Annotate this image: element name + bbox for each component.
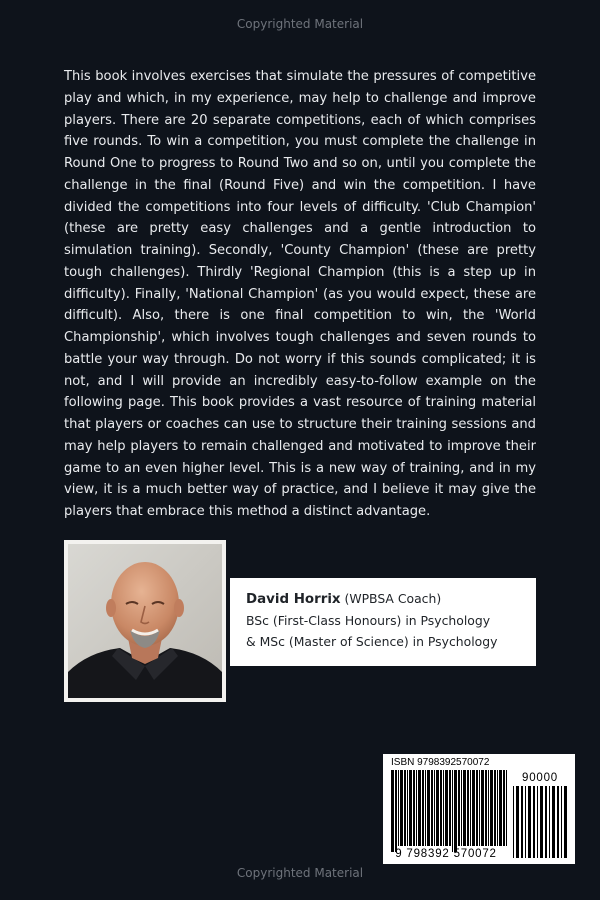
barcode-bar (434, 770, 435, 846)
author-portrait-illustration (68, 544, 222, 698)
barcode-bar (454, 770, 457, 852)
barcode-bar (458, 770, 460, 846)
barcode-bar (472, 770, 475, 846)
ean13-bars (391, 770, 507, 852)
barcode-bar (404, 770, 406, 846)
barcode-bar (540, 786, 543, 858)
barcode-bar (400, 770, 403, 846)
barcode-bar (479, 770, 480, 846)
barcode-bar (557, 786, 559, 858)
barcode-bar (545, 786, 547, 858)
author-info-box (230, 578, 536, 666)
isbn-label: ISBN 9798392570072 (391, 757, 490, 768)
copyright-watermark-bottom: Copyrighted Material (236, 866, 364, 880)
barcode-bar (506, 770, 507, 846)
author-name: David Horrix (246, 592, 341, 607)
barcode-bar (485, 770, 487, 846)
book-description: This book involves exercises that simulate the pressures of competitive play and which, in my experience, may help to challenge and improve players. There are 20 separate competitions, each of which comprises five rounds. To win a competition, you must complete the challenge in Round One to progress to Round Two and so on, until you complete the challenge in the final (Round Five) and win the competition. I have divided the competitions into four levels of difficulty. 'Club Champion' (these are pretty easy challenges and a gentle introduction to simulation training). Secondly, 'County Champion' (these are pretty tough challenges). Thirdly 'Regional Champion (this is a step up in difficulty). Finally, 'National Champion' (as you would expect, these are difficult). Also, there is one final competition to win, the 'World Championship', which involves tough challenges and seven rounds to battle your way through. Do not worry if this sounds complicated; it is not, and I will provide an incredibly easy-to-follow example on the following page. This book provides a vast resource of training material that players or coaches can use to structure their training sessions and may help players to remain challenged and motivated to improve their game to an even higher level. This is a new way of training, and in my view, it is a much better way of practice, and I believe it may give the players that embrace this method a distinct advantage. (64, 69, 536, 519)
author-photo (64, 540, 226, 702)
barcode-bar (521, 786, 523, 858)
barcode-bar (552, 786, 555, 858)
barcode-bar (503, 770, 505, 846)
barcode-bar (425, 770, 426, 846)
barcode-bar (564, 786, 567, 858)
barcode-bar (413, 770, 415, 846)
author-credential-msc: & MSc (Master of Science) in Psychology (246, 634, 498, 649)
barcode-bar (470, 770, 471, 846)
addon-bars (513, 786, 567, 858)
barcode-bar (481, 770, 484, 846)
barcode-bar (490, 770, 493, 846)
barcode-bar (431, 770, 433, 846)
barcode-bar (476, 770, 478, 846)
barcode-bar (499, 770, 502, 846)
barcode-bar (436, 770, 439, 846)
barcode-bar (513, 786, 514, 858)
barcode-bar (391, 770, 394, 852)
barcode-bar (533, 786, 535, 858)
barcode-bar (463, 770, 466, 846)
barcode-bar (409, 770, 412, 846)
author-role: (WPBSA Coach) (340, 591, 442, 606)
barcode-bar (467, 770, 469, 846)
barcode-bar (443, 770, 444, 846)
barcode-bar (395, 770, 397, 852)
barcode-bar (494, 770, 496, 846)
barcode-bar (407, 770, 408, 846)
barcode-bar (525, 786, 526, 858)
barcode-bar (449, 770, 451, 846)
copyright-watermark-top: Copyrighted Material (236, 17, 364, 31)
ean-digits: 9 798392 570072 (395, 848, 497, 860)
isbn-barcode (383, 754, 575, 864)
author-heading (246, 588, 536, 610)
barcode-bar (445, 770, 448, 846)
barcode-bar (461, 770, 462, 846)
barcode-bar (497, 770, 498, 846)
barcode-bar (422, 770, 424, 846)
barcode-bar (418, 770, 421, 846)
barcode-bar (488, 770, 489, 846)
barcode-bar (398, 770, 399, 846)
barcode-bar (549, 786, 550, 858)
barcode-bar (427, 770, 430, 846)
barcode-bar (440, 770, 442, 846)
barcode-bar (537, 786, 538, 858)
barcode-bar (528, 786, 531, 858)
barcode-bar (561, 786, 562, 858)
barcode-bar (452, 770, 453, 852)
author-credential-bsc: BSc (First-Class Honours) in Psychology (246, 613, 491, 628)
barcode-bar (516, 786, 519, 858)
addon-digits: 90000 (522, 772, 558, 784)
barcode-bar (416, 770, 417, 846)
